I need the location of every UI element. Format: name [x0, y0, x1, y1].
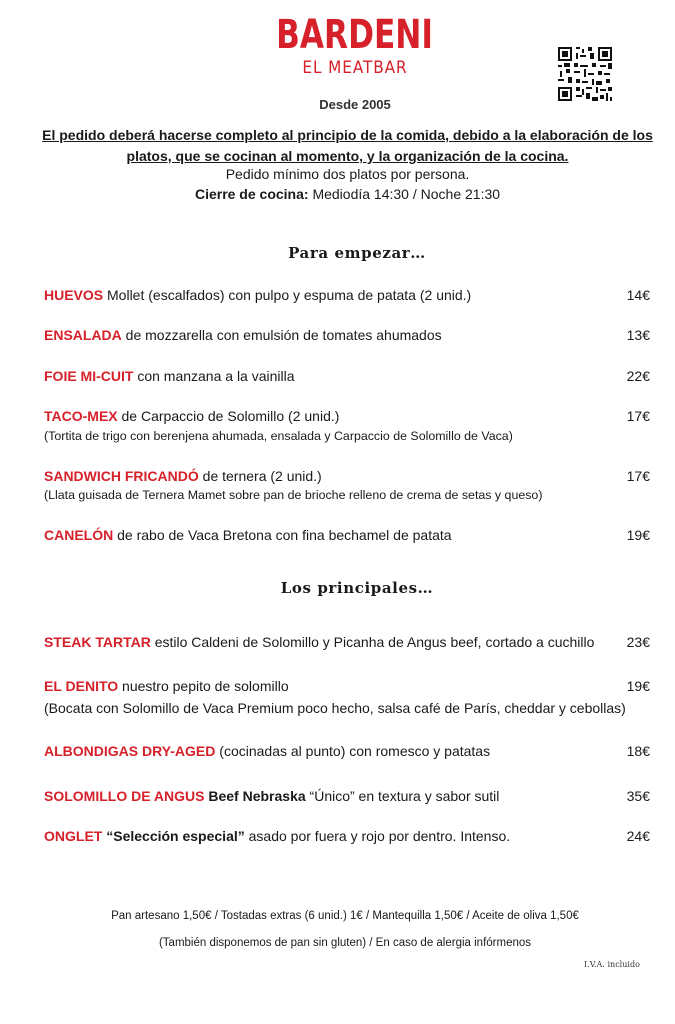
item-description: estilo Caldeni de Solomillo y Picanha de Angus beef, cortado a cuchillo	[150, 634, 595, 650]
item-description: de ternera (2 unid.)	[198, 468, 322, 484]
item-price: 13€	[626, 327, 650, 343]
menu-item-ensalada	[44, 325, 650, 345]
menu-item-foie	[44, 366, 650, 386]
menu-item-huevos	[44, 285, 650, 305]
item-name: STEAK TARTAR	[44, 634, 151, 650]
item-note-taco-mex: (Tortita de trigo con berenjena ahumada, ensalada y Carpaccio de Solomillo de Vaca)	[44, 429, 513, 443]
kitchen-hours	[20, 184, 675, 205]
item-name: ALBONDIGAS DRY-AGED	[44, 743, 216, 759]
kitchen-hours-value: Mediodía 14:30 / Noche 21:30	[308, 186, 501, 202]
menu-item-onglet	[44, 826, 650, 846]
since-year: Desde 2005	[319, 97, 391, 112]
menu-item-canelon	[44, 525, 650, 545]
item-description: asado por fuera y rojo por dentro. Intenso.	[244, 828, 511, 844]
order-notice	[20, 125, 675, 167]
item-price: 17€	[626, 408, 650, 424]
minimum-order: Pedido mínimo dos platos por persona.	[225, 166, 470, 182]
item-name: SANDWICH FRICANDÓ	[44, 468, 199, 484]
item-price: 18€	[626, 743, 650, 759]
item-name: CANELÓN	[44, 527, 114, 543]
item-name: ENSALADA	[44, 327, 122, 343]
item-description: “Único” en textura y sabor sutil	[305, 788, 500, 804]
order-notice-line2: platos, que se cocinan al momento, y la organización de la cocina.	[126, 148, 569, 164]
brand-name: BARDENI	[276, 12, 434, 58]
item-price: 23€	[626, 634, 650, 650]
tax-note: I.V.A. incluido	[584, 960, 640, 969]
section-title-starters: Para empezar…	[288, 244, 426, 262]
item-name: ONGLET	[44, 828, 103, 844]
item-description: Mollet (escalfados) con pulpo y espuma de patata (2 unid.)	[103, 287, 472, 303]
menu-item-steak-tartar	[44, 632, 650, 652]
item-name: SOLOMILLO DE ANGUS	[44, 788, 205, 804]
menu-item-taco-mex	[44, 406, 650, 426]
item-price: 19€	[626, 527, 650, 543]
menu-item-albondigas	[44, 741, 650, 761]
item-price: 35€	[626, 788, 650, 804]
menu-item-el-denito	[44, 676, 650, 696]
item-description: con manzana a la vainilla	[133, 368, 295, 384]
brand-subtitle: EL MEATBAR	[302, 58, 408, 78]
item-description: nuestro pepito de solomillo	[118, 678, 289, 694]
extras-line: Pan artesano 1,50€ / Tostadas extras (6 unid.) 1€ / Mantequilla 1,50€ / Aceite de oliva 1,50€	[111, 910, 579, 922]
section-title-mains: Los principales…	[280, 579, 434, 597]
menu-item-solomillo-angus	[44, 786, 650, 806]
item-name: FOIE MI-CUIT	[44, 368, 134, 384]
item-price: 22€	[626, 368, 650, 384]
menu-item-sandwich	[44, 466, 650, 486]
allergy-line: (También disponemos de pan sin gluten) / En caso de alergia infórmenos	[158, 937, 532, 949]
item-name: TACO-MEX	[44, 408, 118, 424]
item-price: 24€	[626, 828, 650, 844]
item-name: EL DENITO	[44, 678, 119, 694]
item-price: 17€	[626, 468, 650, 484]
item-description: (cocinadas al punto) con romesco y patatas	[215, 743, 491, 759]
item-note-el-denito: (Bocata con Solomillo de Vaca Premium poco hecho, salsa café de París, cheddar y cebollas)	[44, 700, 626, 716]
item-description: de rabo de Vaca Bretona con fina bechamel de patata	[113, 527, 452, 543]
item-description: de mozzarella con emulsión de tomates ahumados	[121, 327, 442, 343]
item-price: 19€	[626, 678, 650, 694]
item-description: de Carpaccio de Solomillo (2 unid.)	[117, 408, 340, 424]
order-notice-line1: El pedido deberá hacerse completo al principio de la comida, debido a la elaboración de los	[42, 127, 653, 143]
item-highlight: Beef Nebraska	[204, 788, 306, 804]
kitchen-hours-label: Cierre de cocina:	[194, 186, 309, 202]
item-name: HUEVOS	[44, 287, 104, 303]
qr-code-icon	[558, 47, 612, 101]
item-highlight: “Selección especial”	[102, 828, 245, 844]
item-price: 14€	[626, 287, 650, 303]
item-note-sandwich: (Llata guisada de Ternera Mamet sobre pan de brioche relleno de crema de setas y queso)	[44, 488, 543, 502]
